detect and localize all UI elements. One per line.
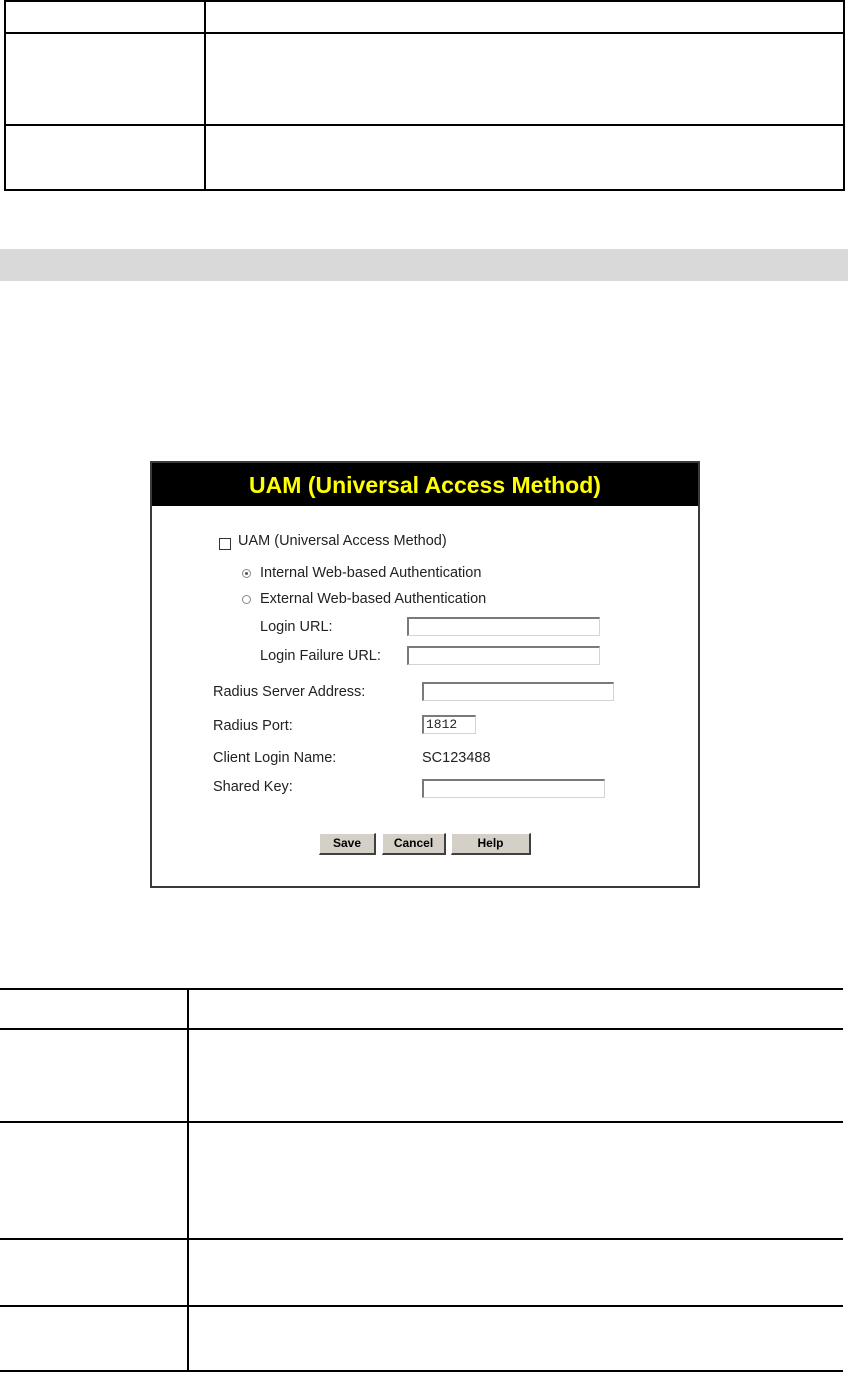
table-border — [0, 1305, 843, 1307]
radius-server-label: Radius Server Address: — [213, 684, 366, 700]
table-border — [0, 988, 843, 990]
client-login-name-label: Client Login Name: — [213, 750, 337, 766]
login-failure-url-input[interactable] — [407, 646, 600, 665]
table-border — [0, 1121, 843, 1123]
table-border — [4, 124, 845, 126]
save-button[interactable]: Save — [319, 833, 376, 855]
radius-port-label: Radius Port: — [213, 718, 293, 734]
table-border — [187, 988, 189, 1372]
login-failure-url-label: Login Failure URL: — [260, 648, 381, 664]
table-border — [0, 1238, 843, 1240]
section-heading-bar — [0, 249, 848, 281]
table-border — [4, 189, 845, 191]
radio-external-auth-label: External Web-based Authentication — [260, 591, 487, 607]
cancel-button[interactable]: Cancel — [382, 833, 446, 855]
client-login-name-value: SC123488 — [422, 750, 491, 766]
uam-dialog — [150, 461, 700, 888]
radio-internal-auth[interactable] — [242, 569, 251, 578]
login-url-label: Login URL: — [260, 619, 333, 635]
uam-checkbox[interactable] — [219, 538, 231, 550]
shared-key-input[interactable] — [422, 779, 605, 798]
table-border — [4, 0, 845, 2]
radius-port-input[interactable]: 1812 — [422, 715, 476, 734]
dialog-title: UAM (Universal Access Method) — [152, 463, 698, 506]
table-border — [843, 0, 845, 191]
table-border — [0, 1370, 843, 1372]
radio-external-auth[interactable] — [242, 595, 251, 604]
radius-server-input[interactable] — [422, 682, 614, 701]
help-button[interactable]: Help — [451, 833, 531, 855]
table-border — [204, 0, 206, 191]
table-border — [4, 32, 845, 34]
radio-internal-auth-label: Internal Web-based Authentication — [260, 565, 482, 581]
login-url-input[interactable] — [407, 617, 600, 636]
table-border — [4, 0, 6, 191]
table-border — [0, 1028, 843, 1030]
shared-key-label: Shared Key: — [213, 779, 293, 795]
uam-checkbox-label: UAM (Universal Access Method) — [238, 533, 447, 549]
